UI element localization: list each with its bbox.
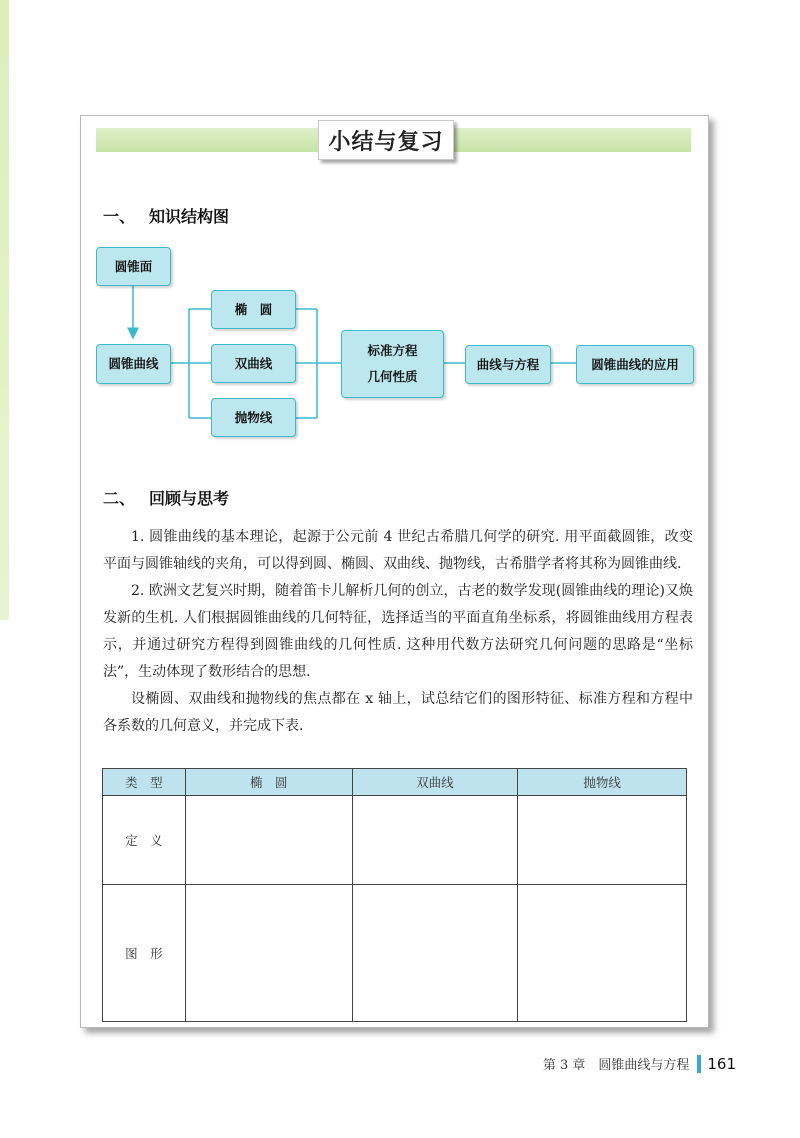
cell-parabola-graph[interactable]	[518, 885, 687, 1022]
table-header-row	[103, 769, 687, 796]
paragraph-coordinate-method: 2. 欧洲文艺复兴时期，随着笛卡儿解析几何的创立，古老的数学发现(圆锥曲线的理论)又焕发新的生机. 人们根据圆锥曲线的几何特征，选择适当的平面直角坐标系，将圆锥曲线用方程表示，并通过研究方程得到圆锥曲线的几何性质. 这种用代数方法研究几何问题的思路是“坐标法”，生动体现了数形结合的思想.	[103, 583, 693, 680]
review-text	[103, 524, 693, 740]
left-color-strip	[0, 0, 9, 620]
footer-divider	[697, 1055, 701, 1073]
summary-panel	[80, 115, 709, 1028]
node-conic-curve: 圆锥曲线	[96, 344, 171, 384]
node-geometric-properties: 几何性质	[367, 369, 418, 384]
section-label: 知识结构图	[149, 207, 230, 226]
paragraph-task: 设椭圆、双曲线和抛物线的焦点都在 x 轴上，试总结它们的图形特征、标准方程和方程中各系数的几何意义，并完成下表.	[103, 691, 693, 734]
knowledge-diagram-connectors	[81, 116, 708, 456]
section-label: 回顾与思考	[149, 489, 230, 508]
page-number: 161	[707, 1054, 736, 1073]
cell-ellipse-definition[interactable]	[185, 796, 352, 885]
node-standard-equation: 标准方程	[367, 343, 418, 358]
cell-ellipse-graph[interactable]	[185, 885, 352, 1022]
node-cone-surface: 圆锥面	[96, 247, 171, 286]
chapter-label: 第 3 章 圆锥曲线与方程	[542, 1058, 690, 1073]
page-footer	[543, 1054, 736, 1073]
cell-hyperbola-graph[interactable]	[352, 885, 518, 1022]
cell-hyperbola-definition[interactable]	[352, 796, 518, 885]
header-type: 类 型	[103, 769, 186, 796]
section-number: 二、	[103, 489, 136, 508]
node-equation-properties	[341, 330, 444, 398]
section-heading-review	[103, 486, 229, 509]
header-parabola: 抛物线	[518, 769, 687, 796]
node-parabola: 抛物线	[211, 398, 296, 437]
section-number: 一、	[103, 207, 136, 226]
header-hyperbola: 双曲线	[352, 769, 518, 796]
row-label-definition: 定 义	[103, 796, 186, 885]
table-row	[103, 796, 687, 885]
comparison-table	[102, 768, 687, 1022]
paragraph-history: 1. 圆锥曲线的基本理论，起源于公元前 4 世纪古希腊几何学的研究. 用平面截圆锥，改变平面与圆锥轴线的夹角，可以得到圆、椭圆、双曲线、抛物线，古希腊学者将其称为圆锥曲线.	[103, 529, 693, 572]
node-curve-and-equation: 曲线与方程	[465, 345, 551, 384]
page-title: 小结与复习	[318, 120, 454, 160]
node-hyperbola: 双曲线	[211, 344, 296, 383]
header-ellipse: 椭 圆	[185, 769, 352, 796]
node-ellipse: 椭 圆	[211, 290, 296, 329]
node-conic-application: 圆锥曲线的应用	[576, 345, 694, 384]
cell-parabola-definition[interactable]	[518, 796, 687, 885]
table-row	[103, 885, 687, 1022]
row-label-graph: 图 形	[103, 885, 186, 1022]
